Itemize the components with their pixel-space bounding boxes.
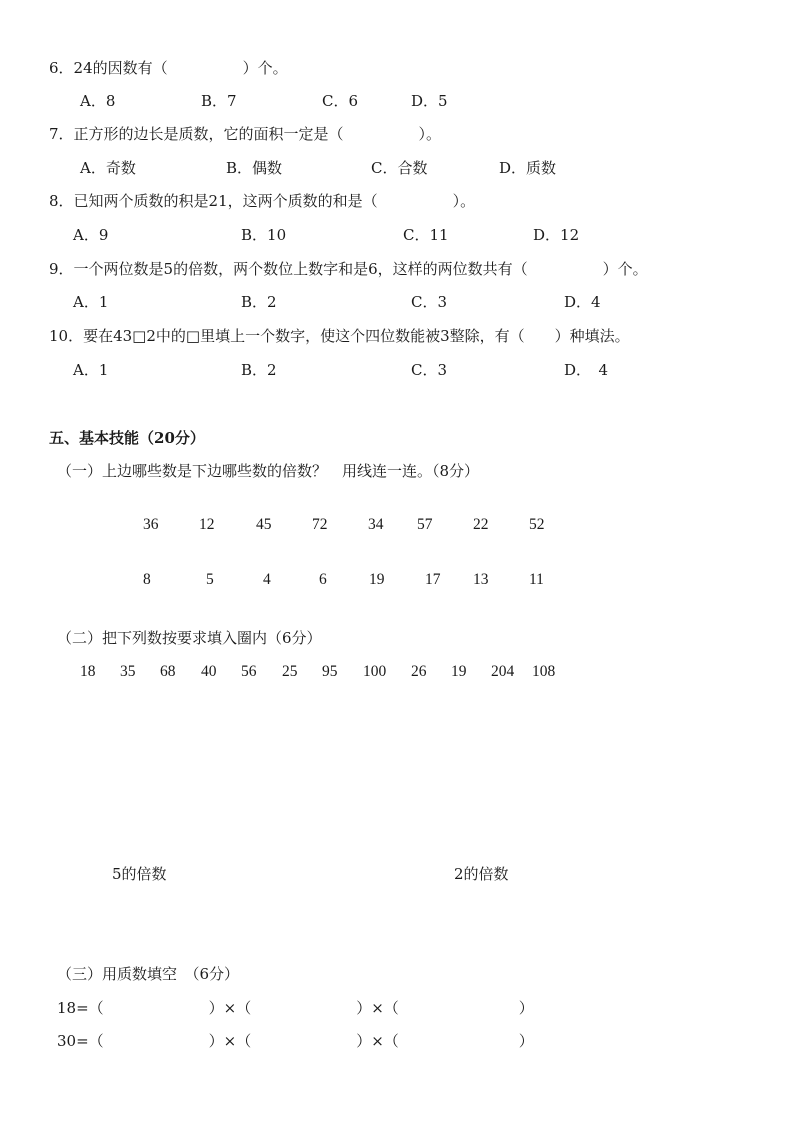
number-to-sort: 108 — [532, 663, 556, 680]
number-to-sort: 18 — [80, 663, 96, 680]
q8-option-c: C．11 — [403, 226, 449, 244]
q10-option-a: A．1 — [73, 361, 109, 379]
q10-option-b: B．2 — [241, 361, 277, 379]
number-to-sort: 26 — [411, 663, 427, 680]
part-1-title: （一）上边哪些数是下边哪些数的倍数？ 用线连一连。（8分） — [57, 462, 480, 480]
question-6-stem: 6．24的因数有（ ）个。 — [49, 59, 288, 77]
q10-option-c: C．3 — [411, 361, 448, 379]
number-to-sort: 68 — [160, 663, 176, 680]
part-2-title: （二）把下列数按要求填入圈内（6分） — [57, 629, 322, 647]
q9-option-d: D．4 — [564, 293, 601, 311]
q9-option-b: B．2 — [241, 293, 277, 311]
bottom-number: 11 — [529, 571, 544, 588]
circle-label-5: 5的倍数 — [112, 865, 167, 883]
top-number: 57 — [417, 516, 433, 533]
number-to-sort: 56 — [241, 663, 257, 680]
bottom-number: 8 — [143, 571, 151, 588]
bottom-number: 17 — [425, 571, 441, 588]
part-3-title: （三）用质数填空 （6分） — [57, 965, 240, 983]
q6-option-c: C．6 — [322, 92, 359, 110]
number-to-sort: 35 — [120, 663, 136, 680]
bottom-number: 19 — [369, 571, 385, 588]
number-to-sort: 25 — [282, 663, 298, 680]
top-number: 52 — [529, 516, 545, 533]
top-number: 72 — [312, 516, 328, 533]
number-to-sort: 95 — [322, 663, 338, 680]
question-7-stem: 7．正方形的边长是质数，它的面积一定是（ ）。 — [49, 125, 442, 143]
q7-option-b: B．偶数 — [226, 159, 283, 177]
top-number: 34 — [368, 516, 384, 533]
number-to-sort: 100 — [363, 663, 387, 680]
number-to-sort: 204 — [491, 663, 515, 680]
q7-option-a: A．奇数 — [80, 159, 136, 177]
q8-option-a: A．9 — [73, 226, 109, 244]
bottom-number: 13 — [473, 571, 489, 588]
prime-factor-row-30[interactable]: 30=（ ）×（ ）×（ ） — [57, 1032, 534, 1050]
q8-option-d: D．12 — [533, 226, 580, 244]
top-number: 22 — [473, 516, 489, 533]
bottom-number: 4 — [263, 571, 271, 588]
q7-option-c: C．合数 — [371, 159, 428, 177]
q6-option-d: D．5 — [411, 92, 448, 110]
circle-label-2: 2的倍数 — [454, 865, 509, 883]
top-number: 36 — [143, 516, 159, 533]
q9-option-c: C．3 — [411, 293, 448, 311]
prime-factor-row-18[interactable]: 18=（ ）×（ ）×（ ） — [57, 999, 534, 1017]
q10-option-d: D． 4 — [564, 361, 609, 379]
top-number: 12 — [199, 516, 215, 533]
q6-option-b: B．7 — [201, 92, 237, 110]
question-8-stem: 8．已知两个质数的积是21，这两个质数的和是（ ）。 — [49, 192, 476, 210]
q7-option-d: D．质数 — [499, 159, 557, 177]
number-to-sort: 19 — [451, 663, 467, 680]
q9-option-a: A．1 — [73, 293, 109, 311]
bottom-number: 6 — [319, 571, 327, 588]
q6-option-a: A．8 — [80, 92, 116, 110]
question-9-stem: 9．一个两位数是5的倍数，两个数位上数字和是6，这样的两位数共有（ ）个。 — [49, 260, 648, 278]
bottom-number: 5 — [206, 571, 214, 588]
number-to-sort: 40 — [201, 663, 217, 680]
section-5-title: 五、基本技能（20分） — [49, 429, 205, 447]
question-10-stem: 10．要在43□2中的□里填上一个数字，使这个四位数能被3整除，有（ ）种填法。 — [49, 327, 630, 345]
q8-option-b: B．10 — [241, 226, 287, 244]
top-number: 45 — [256, 516, 272, 533]
